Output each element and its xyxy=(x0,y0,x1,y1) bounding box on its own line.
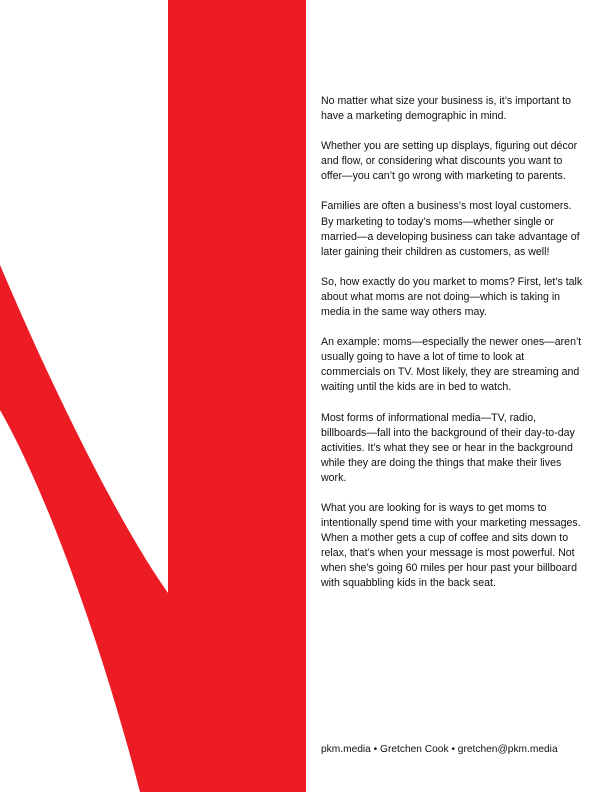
paragraph-7: What you are looking for is ways to get moms to intentionally spend time with your marketing messages. When a mother gets a cup of coffee and sits down to relax, that’s when your message is most powerful. Not when she’s going 60 miles per hour past your billboard with squabbling kids in the back seat. xyxy=(321,501,581,590)
article-body xyxy=(321,94,583,607)
paragraph-6: Most forms of informational media—TV, radio, billboards—fall into the background of their day-to-day activities. It’s what they see or hear in the background while they are doing the things that make their lives work. xyxy=(321,411,575,484)
red-diagonal-stroke xyxy=(0,265,181,792)
paragraph-5: An example: moms—especially the newer ones—aren’t usually going to have a lot of time to look at commercials on TV. Most likely, they are streaming and waiting until the kids are in bed to watch. xyxy=(321,336,582,394)
footer-contact: pkm.media • Gretchen Cook • gretchen@pkm.media xyxy=(321,744,558,755)
paragraph-4: So, how exactly do you market to moms? First, let’s talk about what moms are not doing—which is taking in media in the same way others may. xyxy=(321,275,583,319)
paragraph-3: Families are often a business’s most loyal customers. By marketing to today’s moms—whether single or married—a developing business can take advantage of later gaining their children as customers, as well! xyxy=(321,200,580,258)
red-vertical-bar xyxy=(168,0,306,792)
paragraph-1: No matter what size your business is, it’s important to have a marketing demographic in mind. xyxy=(321,95,572,123)
paragraph-2: Whether you are setting up displays, figuring out décor and flow, or considering what discounts you want to offer—you can’t go wrong with marketing to parents. xyxy=(321,140,578,183)
